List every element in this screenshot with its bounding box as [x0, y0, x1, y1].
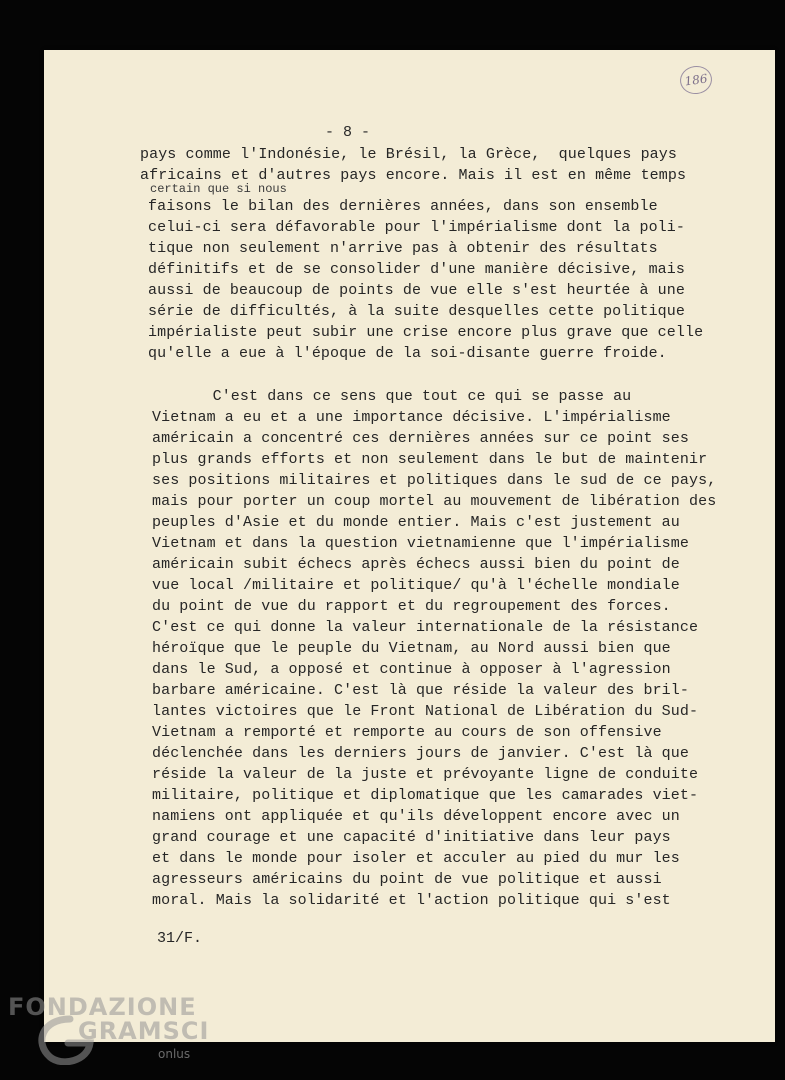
text-line: aussi de beaucoup de points de vue elle s'est heurtée à une	[148, 282, 685, 299]
watermark-line1: FONDAZIONE	[8, 993, 197, 1021]
footer-reference: 31/F.	[157, 930, 203, 947]
text-line: namiens ont appliquée et qu'ils développent encore avec un	[152, 808, 680, 825]
text-line: Vietnam et dans la question vietnamienne que l'impérialisme	[152, 535, 689, 552]
handwritten-insertion: certain que si nous	[150, 182, 287, 196]
text-line: africains et d'autres pays encore. Mais il est en même temps	[140, 167, 687, 184]
archive-number-stamp: 186	[678, 64, 714, 96]
text-line: C'est ce qui donne la valeur internationale de la résistance	[152, 619, 699, 636]
text-line: mais pour porter un coup mortel au mouvement de libération des	[152, 493, 717, 510]
text-line: américain subit échecs après échecs aussi bien du point de	[152, 556, 680, 573]
text-line: C'est dans ce sens que tout ce qui se passe au	[158, 388, 632, 405]
text-line: déclenchée dans les derniers jours de janvier. C'est là que	[152, 745, 689, 762]
watermark-line2: GRAMSCI	[78, 1017, 210, 1045]
text-line: et dans le monde pour isoler et acculer au pied du mur les	[152, 850, 680, 867]
text-line: Vietnam a eu et a une importance décisive. L'impérialisme	[152, 409, 671, 426]
text-line: pays comme l'Indonésie, le Brésil, la Grèce, quelques pays	[140, 146, 677, 163]
text-line: agresseurs américains du point de vue politique et aussi	[152, 871, 662, 888]
text-line: série de difficultés, à la suite desquelles cette politique	[148, 303, 685, 320]
text-line: tique non seulement n'arrive pas à obtenir des résultats	[148, 240, 658, 257]
text-line: Vietnam a remporté et remporte au cours de son offensive	[152, 724, 662, 741]
watermark-logo	[8, 993, 208, 1073]
text-line: vue local /militaire et politique/ qu'à l'échelle mondiale	[152, 577, 680, 594]
text-line: barbare américaine. C'est là que réside la valeur des bril-	[152, 682, 689, 699]
text-line: militaire, politique et diplomatique que les camarades viet-	[152, 787, 699, 804]
text-line: définitifs et de se consolider d'une manière décisive, mais	[148, 261, 685, 278]
text-line: celui-ci sera défavorable pour l'impérialisme dont la poli-	[148, 219, 685, 236]
text-line: héroïque que le peuple du Vietnam, au Nord aussi bien que	[152, 640, 671, 657]
text-line: peuples d'Asie et du monde entier. Mais c'est justement au	[152, 514, 680, 531]
text-line: faisons le bilan des dernières années, dans son ensemble	[148, 198, 658, 215]
page-number: - 8 -	[325, 124, 371, 141]
text-line: grand courage et une capacité d'initiative dans leur pays	[152, 829, 671, 846]
watermark-line3: onlus	[158, 1047, 191, 1061]
text-line: du point de vue du rapport et du regroupement des forces.	[152, 598, 671, 615]
text-line: moral. Mais la solidarité et l'action politique qui s'est	[152, 892, 671, 909]
text-line: ses positions militaires et politiques dans le sud de ce pays,	[152, 472, 717, 489]
text-line: dans le Sud, a opposé et continue à opposer à l'agression	[152, 661, 671, 678]
text-line: réside la valeur de la juste et prévoyante ligne de conduite	[152, 766, 699, 783]
text-line: impérialiste peut subir une crise encore plus grave que celle	[148, 324, 704, 341]
text-line: lantes victoires que le Front National de Libération du Sud-	[152, 703, 699, 720]
text-line: qu'elle a eue à l'époque de la soi-disante guerre froide.	[148, 345, 667, 362]
text-line: américain a concentré ces dernières années sur ce point ses	[152, 430, 689, 447]
text-line: plus grands efforts et non seulement dans le but de maintenir	[152, 451, 708, 468]
